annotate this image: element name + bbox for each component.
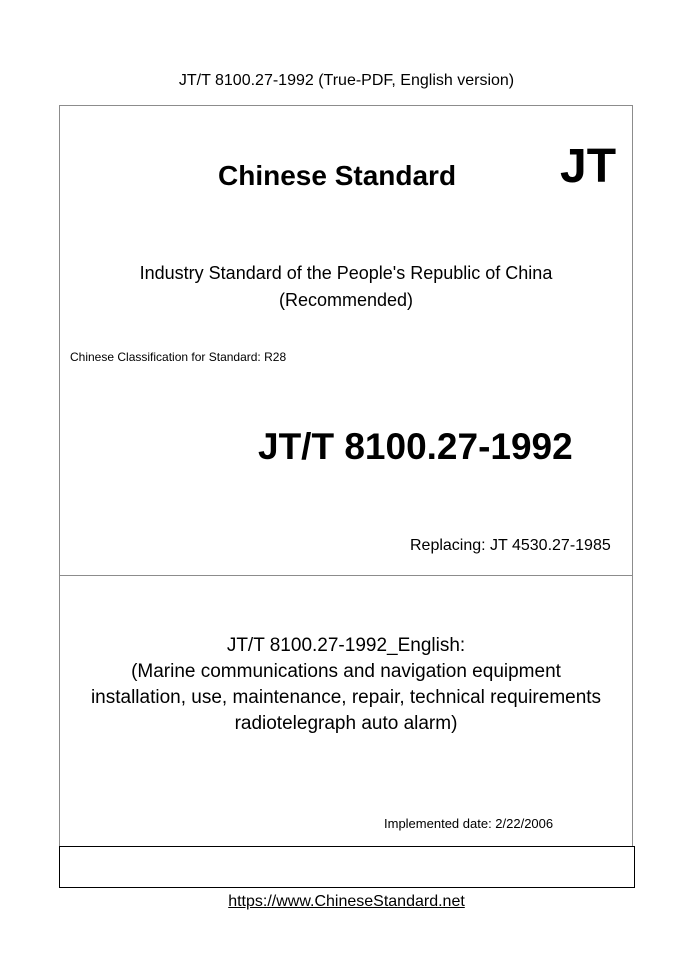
industry-line: Industry Standard of the People's Republic of China — [139, 263, 553, 283]
replacing-standard: Replacing: JT 4530.27-1985 — [410, 537, 611, 554]
standard-mark: JT — [560, 140, 617, 193]
cover-bottom-panel — [59, 846, 635, 888]
website-link[interactable]: https://www.ChineseStandard.net — [228, 893, 465, 910]
standard-description — [59, 633, 633, 737]
classification-code: Chinese Classification for Standard: R28 — [70, 350, 287, 364]
document-header: JT/T 8100.27-1992 (True-PDF, English version) — [178, 72, 515, 89]
industry-statement — [59, 260, 633, 314]
standard-number: JT/T 8100.27-1992 — [258, 426, 573, 467]
description-line: JT/T 8100.27-1992_English: — [226, 635, 466, 656]
recommended-line: (Recommended) — [278, 290, 414, 310]
description-line: (Marine communications and navigation equipment — [131, 661, 561, 682]
description-line: installation, use, maintenance, repair, technical requirements — [90, 687, 602, 708]
description-line: radiotelegraph auto alarm) — [234, 713, 458, 734]
implemented-date: Implemented date: 2/22/2006 — [384, 816, 554, 831]
cover-title: Chinese Standard — [218, 160, 457, 191]
